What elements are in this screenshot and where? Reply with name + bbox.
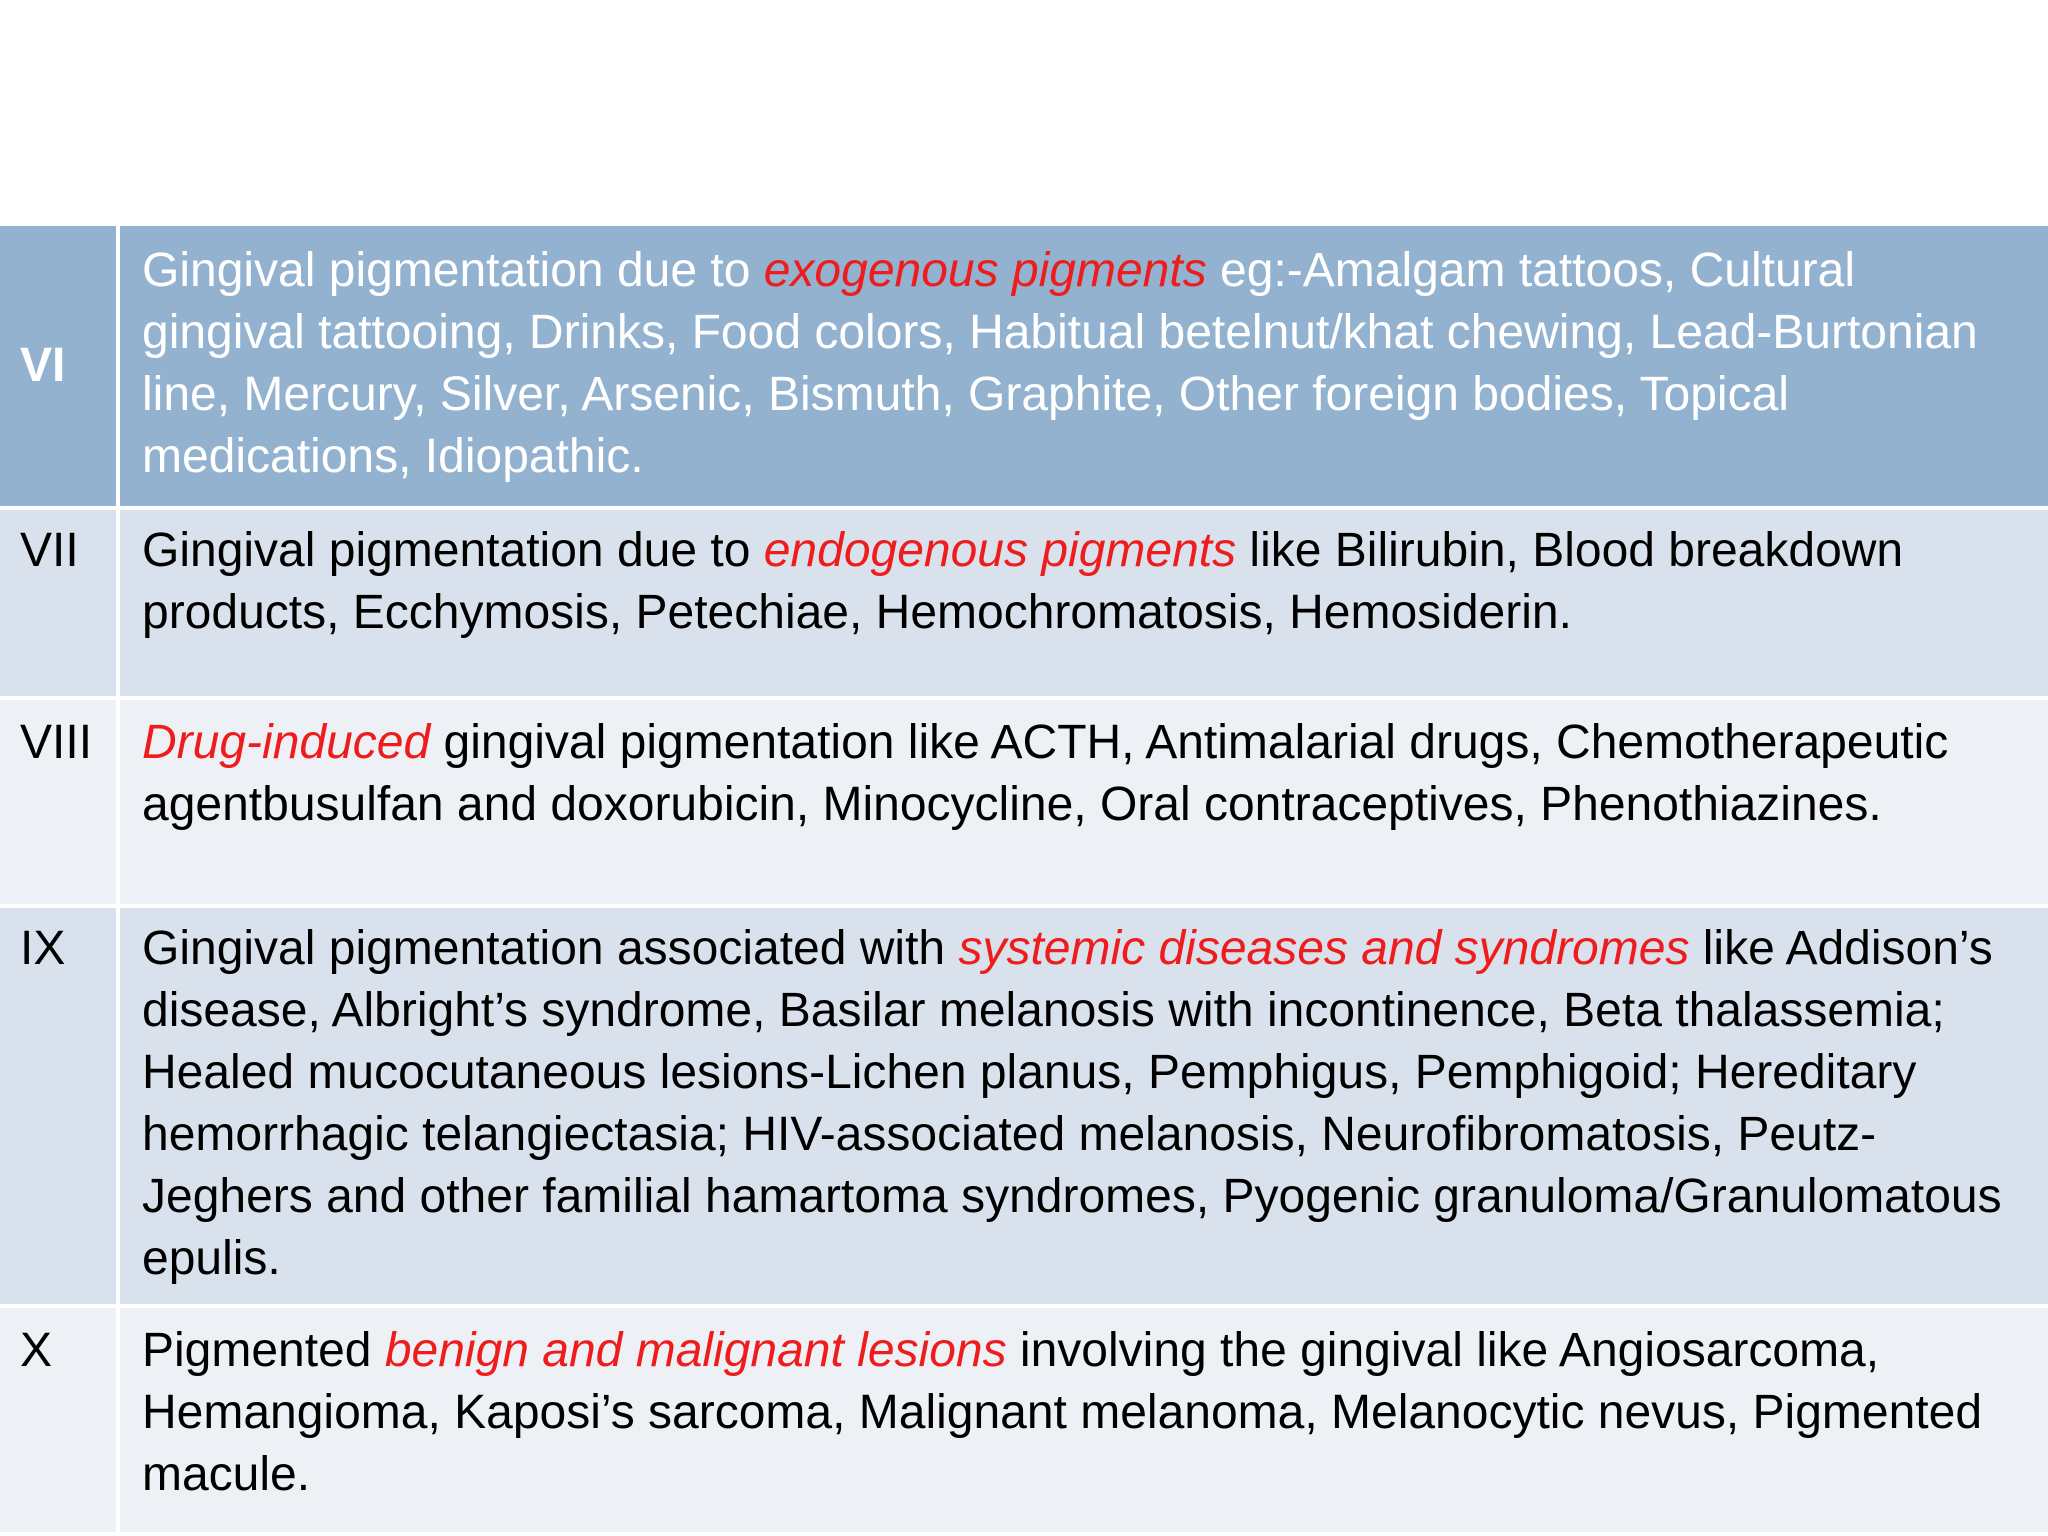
table-row-vi <box>0 224 2048 508</box>
row-number: VI <box>0 224 118 508</box>
description-text: like Addison’s disease, Albright’s syndrome, Basilar melanosis with incontinence, Beta thalassemia; Healed mucocutaneous lesions-Lichen planus, Pemphigus, Pemphigoid; Hereditary hemorrhagic telangiectasia; HIV-associated melanosis, Neurofibromatosis, Peutz-Jeghers and other familial hamartoma syndromes, Pyogenic granuloma/Granulomatous epulis. <box>142 922 2002 1285</box>
description-text: gingival pigmentation like ACTH, Antimalarial drugs, Chemotherapeutic agentbusulfan and doxorubicin, Minocycline, Oral contraceptives, Phenothiazines. <box>142 716 1949 831</box>
row-number: IX <box>0 906 118 1306</box>
highlighted-term: endogenous pigments <box>763 524 1237 577</box>
row-description <box>118 224 2048 508</box>
description-text: Gingival pigmentation due to <box>142 524 764 577</box>
highlighted-term: systemic diseases and syndromes <box>958 922 1690 975</box>
highlighted-term: exogenous pigments <box>763 244 1207 297</box>
highlighted-term: benign and malignant lesions <box>384 1324 1007 1377</box>
table-row-vii <box>0 508 2048 698</box>
description-text: Gingival pigmentation due to <box>142 244 764 297</box>
description-text: like Bilirubin, Blood breakdown products, Ecchymosis, Petechiae, Hemochromatosis, Hemosiderin. <box>142 524 1904 639</box>
table-row-viii <box>0 698 2048 906</box>
description-text: Gingival pigmentation associated with <box>142 922 959 975</box>
table-row-x <box>0 1306 2048 1532</box>
row-number: X <box>0 1306 118 1532</box>
row-description <box>118 508 2048 698</box>
table-row-ix <box>0 906 2048 1306</box>
description-text: involving the gingival like Angiosarcoma, Hemangioma, Kaposi’s sarcoma, Malignant melanoma, Melanocytic nevus, Pigmented macule. <box>142 1324 1983 1501</box>
row-description <box>118 906 2048 1306</box>
row-description <box>118 1306 2048 1532</box>
row-description <box>118 698 2048 906</box>
highlighted-term: Drug-induced <box>142 716 431 769</box>
classification-table <box>0 222 2048 1532</box>
description-text: eg:-Amalgam tattoos, Cultural gingival tattooing, Drinks, Food colors, Habitual betelnut/khat chewing, Lead-Burtonian line, Mercury, Silver, Arsenic, Bismuth, Graphite, Other foreign bodies, Topical medications, Idiopathic. <box>142 244 1978 483</box>
row-number: VII <box>0 508 118 698</box>
description-text: Pigmented <box>142 1324 385 1377</box>
row-number: VIII <box>0 698 118 906</box>
